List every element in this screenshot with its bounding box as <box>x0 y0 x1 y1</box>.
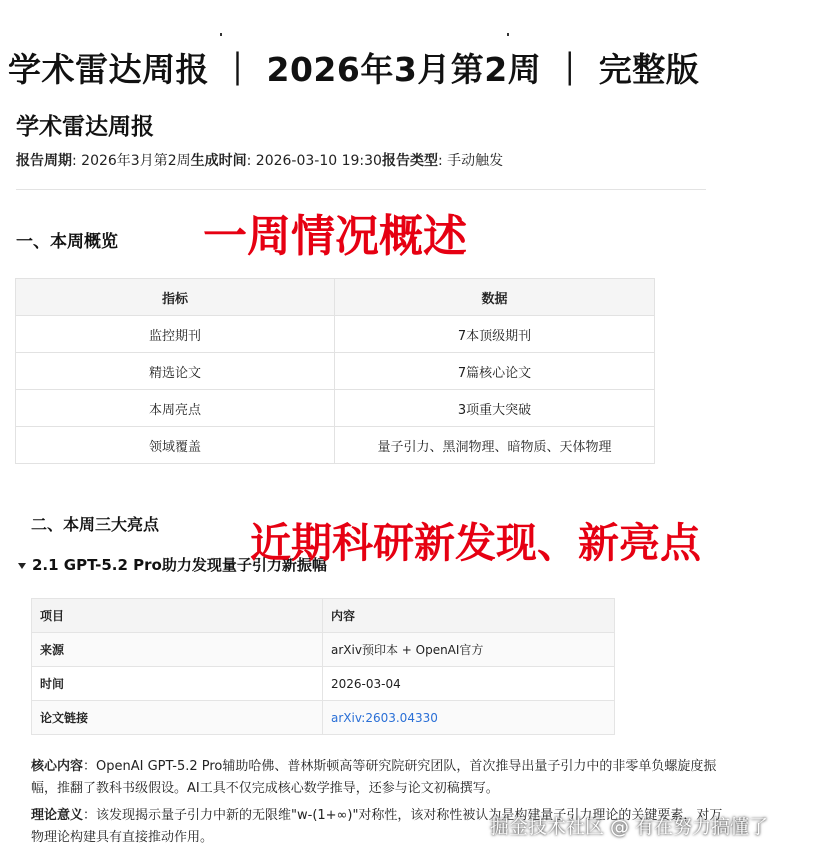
table-cell: 来源 <box>32 633 323 667</box>
report-title: 学术雷达周报 <box>16 114 154 140</box>
core-content-text: ：OpenAI GPT-5.2 Pro辅助哈佛、普林斯顿高等研究院研究团队，首次推导出量子引力中的非零单负螺旋度振幅，推翻了教科书级假设。AI工具不仅完成核心数学推导，还参与论文初稿撰写。 <box>31 759 717 796</box>
core-content-label: 核心内容 <box>31 759 84 774</box>
report-meta <box>16 150 503 170</box>
page-title: 学术雷达周报 ｜ 2026年3月第2周 ｜ 完整版 <box>8 50 700 89</box>
table-cell: 7篇核心论文 <box>335 353 655 390</box>
table-cell: arXiv预印本 + OpenAI官方 <box>323 633 615 667</box>
meta-value-period: : 2026年3月第2周 <box>72 153 191 169</box>
table-cell: 3项重大突破 <box>335 390 655 427</box>
highlight-1-title: 2.1 GPT-5.2 Pro助力发现量子引力新振幅 <box>32 556 327 574</box>
section2-heading: 二、本周三大亮点 <box>31 515 160 534</box>
meta-value-type: : 手动触发 <box>437 153 504 169</box>
paper-link[interactable]: arXiv:2603.04330 <box>331 710 438 725</box>
table-row <box>16 316 655 353</box>
meta-label-period: 报告周期 <box>16 153 72 169</box>
artifact-dot <box>507 33 509 36</box>
table-cell: 精选论文 <box>16 353 335 390</box>
section1-annotation: 一周情况概述 <box>203 211 467 262</box>
table-header: 项目 <box>32 599 323 633</box>
table-header: 指标 <box>16 279 335 316</box>
theory-text: ：该发现揭示量子引力中新的无限维"w-(1+∞)"对称性，该对称性被认为是构建量子引力理论的关键要素，对万物理论构建具有直接推动作用。 <box>31 808 723 845</box>
overview-table <box>15 278 655 464</box>
highlight-table <box>31 598 615 735</box>
table-header-row <box>32 599 615 633</box>
table-row <box>16 353 655 390</box>
artifact-dot <box>220 33 222 36</box>
table-row <box>16 390 655 427</box>
meta-label-type: 报告类型 <box>381 153 438 169</box>
table-row <box>32 633 615 667</box>
table-header: 数据 <box>335 279 655 316</box>
watermark: 掘金技术社区 @ 有在努力搞懂了 <box>490 816 769 838</box>
table-cell: 监控期刊 <box>16 316 335 353</box>
theory-label: 理论意义 <box>31 808 84 823</box>
table-cell: 时间 <box>32 667 323 701</box>
meta-label-generated: 生成时间 <box>190 153 247 169</box>
table-header: 内容 <box>323 599 615 633</box>
table-cell: 量子引力、黑洞物理、暗物质、天体物理 <box>335 427 655 464</box>
divider <box>16 189 706 190</box>
table-cell: 论文链接 <box>32 701 323 735</box>
disclosure-triangle-icon[interactable] <box>18 563 26 569</box>
table-row <box>16 427 655 464</box>
section1-heading: 一、本周概览 <box>16 232 118 252</box>
section2-annotation: 近期科研新发现、新亮点 <box>250 519 701 567</box>
paper-link-cell <box>323 701 615 735</box>
table-row <box>32 667 615 701</box>
meta-value-generated: : 2026-03-10 19:30 <box>246 153 382 169</box>
table-cell: 7本顶级期刊 <box>335 316 655 353</box>
table-cell: 本周亮点 <box>16 390 335 427</box>
table-row <box>32 701 615 735</box>
table-header-row <box>16 279 655 316</box>
core-content-paragraph <box>31 756 731 800</box>
table-cell: 2026-03-04 <box>323 667 615 701</box>
table-cell: 领域覆盖 <box>16 427 335 464</box>
